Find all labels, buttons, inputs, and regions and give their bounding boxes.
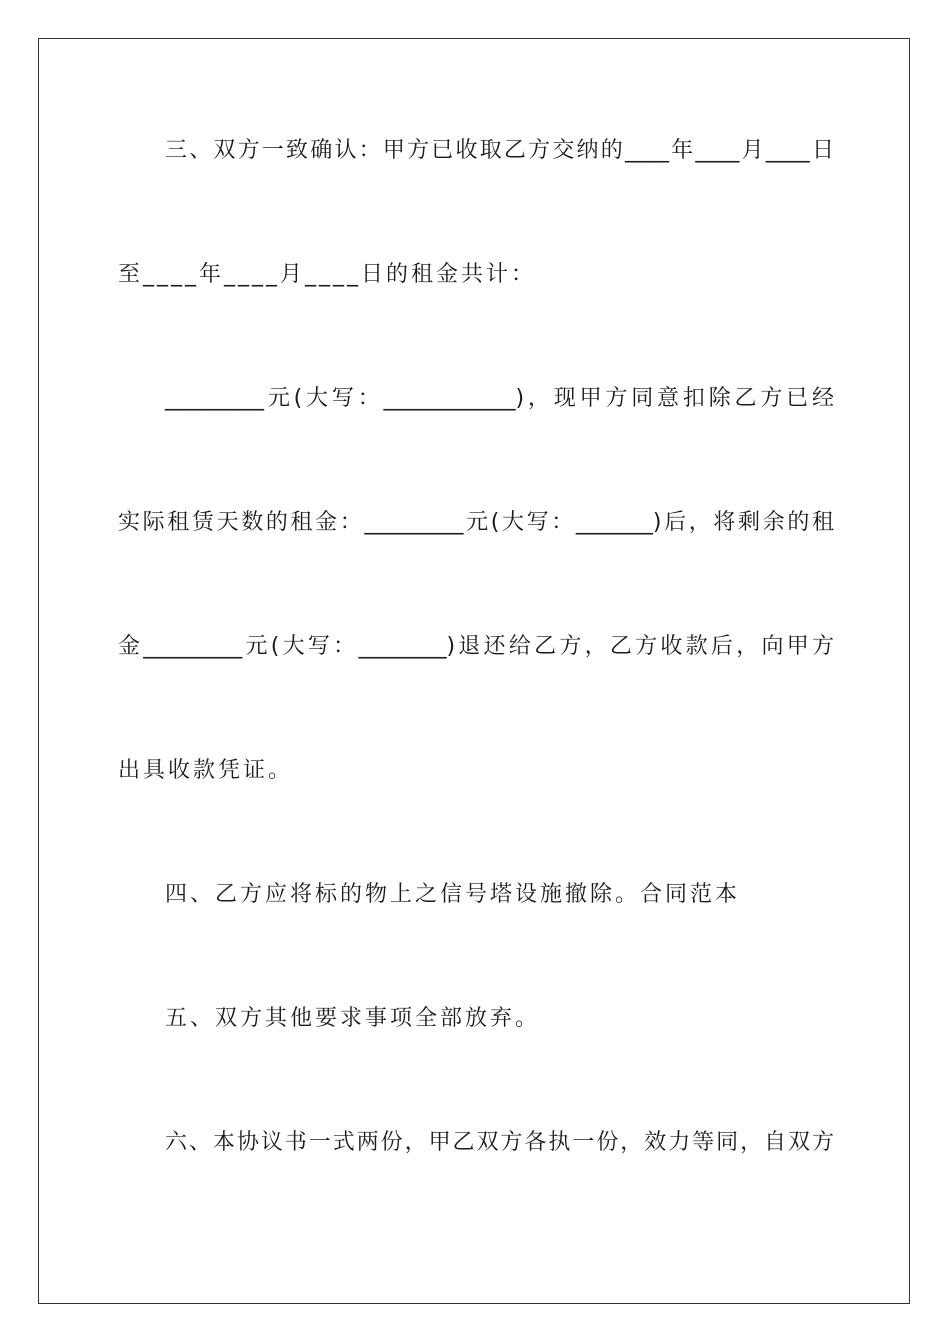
page-border <box>38 38 910 1304</box>
clause-3-line-4: 实际租赁天数的租金：_________元(大写：_______)后，将剩余的租 <box>118 510 834 535</box>
clause-3-line-5: 金_________元(大写：________)退还给乙方，乙方收款后，向甲方 <box>118 634 834 659</box>
clause-3-line-1: 三、双方一致确认：甲方已收取乙方交纳的____年____月____日 <box>165 138 834 163</box>
clause-4: 四、乙方应将标的物上之信号塔设施撤除。合同范本 <box>165 882 741 907</box>
clause-3-line-6: 出具收款凭证。 <box>118 758 294 783</box>
clause-5: 五、双方其他要求事项全部放弃。 <box>165 1006 541 1031</box>
clause-3-line-2: 至____年____月____日的租金共计： <box>118 262 537 287</box>
clause-3-line-3: _________元(大写：____________)，现甲方同意扣除乙方已经 <box>165 386 834 411</box>
clause-6-line-1: 六、本协议书一式两份，甲乙双方各执一份，效力等同，自双方 <box>165 1130 834 1155</box>
